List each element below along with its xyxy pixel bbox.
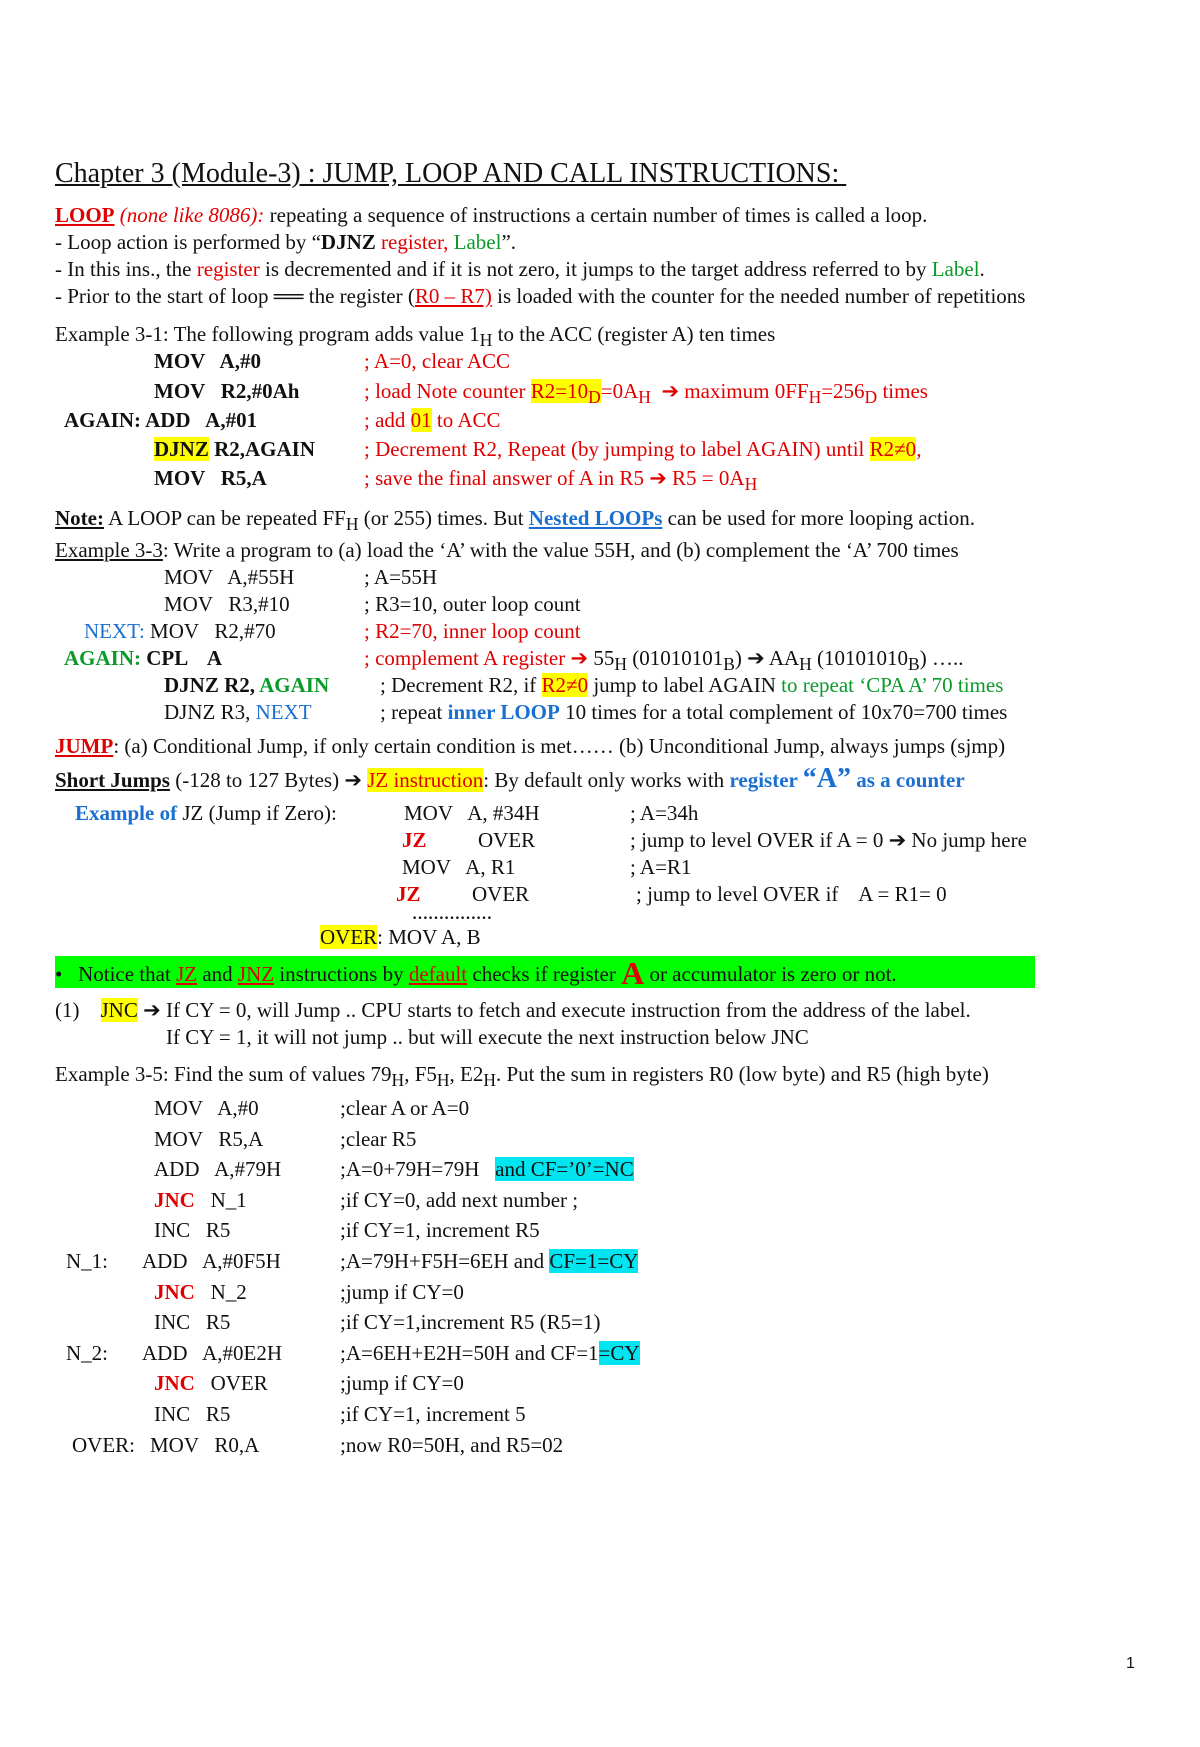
text: times: [877, 379, 928, 403]
code-comment: [364, 407, 501, 433]
code-comment: ; R2=70, inner loop count: [364, 619, 581, 643]
example-3-5-heading: [55, 1061, 989, 1093]
loop-line-2: [55, 229, 516, 255]
code-comment: [340, 1340, 640, 1366]
code-comment: [340, 1187, 578, 1213]
jz-keyword: JZ: [396, 882, 421, 906]
subscript: B: [908, 654, 920, 675]
text: - Loop action is performed by “: [55, 230, 321, 254]
code-comment: ; A=34h: [630, 801, 699, 825]
note-label: Note:: [55, 506, 104, 530]
text: (or 255) times. But: [358, 506, 529, 530]
text: ;clear A or A=0: [340, 1096, 470, 1120]
text: Example 3-5: Find the sum of values 79: [55, 1062, 392, 1086]
code-op: [154, 1279, 247, 1305]
text: ;A=0+79H=79H: [340, 1157, 496, 1181]
text: (-128 to 127 Bytes) ➔: [169, 768, 368, 792]
register-range: R0 – R7): [414, 284, 492, 308]
instruction: INC R5: [154, 1402, 231, 1426]
values-run: [593, 646, 964, 675]
highlight: R2≠0: [541, 673, 589, 697]
code-op: [154, 1126, 263, 1152]
code-comment: ; jump to level OVER if A = 0 ➔ No jump here: [630, 828, 1027, 852]
code-op: AGAIN: ADD A,#01: [64, 408, 258, 432]
jnc-line-1: [55, 997, 971, 1023]
text: A LOOP can be repeated FF: [103, 506, 346, 530]
code-comment: [380, 699, 1007, 725]
code-op: [154, 1095, 259, 1121]
operand: OVER: [194, 1371, 268, 1395]
label-word: Label: [931, 257, 980, 281]
text: ;jump if CY=0: [340, 1280, 464, 1304]
code-op: MOV A, R1: [402, 855, 516, 879]
page-number: 1: [1126, 1655, 1135, 1672]
code-comment: [340, 1401, 526, 1427]
text: : MOV A, B: [377, 925, 481, 949]
short-jumps-term: Short Jumps: [55, 768, 170, 792]
text: ➔ If CY = 0, will Jump .. CPU starts to fetch and execute instruction from the address of the label.: [137, 998, 971, 1022]
text: or accumulator is zero or not.: [644, 962, 897, 986]
code-op: [164, 672, 329, 698]
instruction: MOV R5,A: [154, 1127, 264, 1151]
text: can be used for more looping action.: [662, 506, 975, 530]
default-term: default: [408, 962, 468, 986]
text: jump to label AGAIN: [588, 673, 782, 697]
text: : Write a program to (a) load the ‘A’ with the value 55H, and (b) complement the ‘A’ 700 times: [162, 538, 959, 562]
text: .: [979, 257, 985, 281]
text: ;if CY=0, add next number ;: [340, 1188, 579, 1212]
text: ;A=79H+F5H=6EH and: [340, 1249, 550, 1273]
text: R2,AGAIN: [208, 437, 316, 461]
subscript: H: [479, 330, 493, 351]
code-op: [84, 618, 276, 644]
text: =0A: [600, 379, 639, 403]
instruction: INC R5: [154, 1310, 231, 1334]
text: instructions by: [274, 962, 409, 986]
code-op: MOV A,#55H: [164, 565, 295, 589]
text: . Put the sum in registers R0 (low byte) and R5 (high byte): [495, 1062, 989, 1086]
highlight: and CF=’0’=NC: [495, 1157, 634, 1181]
code-comment: [340, 1095, 469, 1121]
over-label: OVER: [320, 925, 378, 949]
loop-term: LOOP: [55, 203, 115, 227]
text: ; complement A register ➔: [364, 646, 594, 670]
subscript: H: [483, 1070, 496, 1091]
text: ; load Note counter: [364, 379, 531, 403]
notice-bar: [55, 955, 1035, 991]
subscript: H: [436, 1070, 450, 1091]
quoted-a: “A”: [802, 763, 851, 794]
code-op: MOV R5,A: [154, 466, 267, 490]
example-label: Example 3-3: [55, 538, 163, 562]
instruction: ADD A,#79H: [154, 1157, 282, 1181]
text: ;if CY=1, increment 5: [340, 1402, 526, 1426]
text: register: [729, 768, 803, 792]
code-comment: [364, 436, 921, 462]
text: to the ACC (register A) ten times: [492, 322, 776, 346]
jnc-keyword: JNC: [154, 1280, 195, 1304]
text: ) ➔ AA: [734, 646, 800, 670]
code-comment: [340, 1309, 600, 1335]
text: =256: [821, 379, 865, 403]
subscript: H: [808, 387, 822, 408]
again-label: AGAIN: [259, 673, 330, 697]
text: ,: [916, 437, 922, 461]
instruction: MOV A,#0: [154, 1096, 259, 1120]
instruction: ADD A,#0E2H: [142, 1341, 282, 1365]
code-op: MOV R2,#0Ah: [154, 379, 300, 403]
text: (10101010: [811, 646, 909, 670]
code-op: [154, 1217, 230, 1243]
code-op: [154, 436, 315, 462]
text: R2=10: [530, 379, 589, 403]
subscript: H: [614, 654, 627, 675]
code-comment: [364, 465, 757, 497]
next-label: NEXT: [255, 700, 312, 724]
text: 10 times for a total complement of 10x70=700 times: [559, 700, 1008, 724]
code-comment: ; jump to level OVER if A = R1= 0: [636, 882, 947, 906]
text: is loaded with the counter for the needed number of repetitions: [491, 284, 1026, 308]
text: (1): [55, 998, 80, 1022]
text: ;jump if CY=0: [340, 1371, 464, 1395]
text: ; Decrement R2, Repeat (by jumping to label AGAIN) until: [364, 437, 870, 461]
short-jumps-line: [55, 763, 965, 794]
register-word: register,: [375, 230, 449, 254]
text: to ACC: [431, 408, 501, 432]
text: ; add: [364, 408, 411, 432]
text: Example 3-1: The following program adds value 1: [55, 322, 480, 346]
code-op: [154, 1401, 230, 1427]
code-comment: [340, 1217, 540, 1243]
text: DJNZ R3,: [164, 700, 256, 724]
text: ; save the final answer of A in R5 ➔ R5 = 0A: [364, 466, 745, 490]
jz-term: JZ: [176, 962, 198, 986]
text: to repeat ‘CPA A’ 70 times: [781, 673, 1004, 697]
text: ;now R0=50H, and R5=02: [340, 1433, 564, 1457]
loop-line-3: [55, 256, 985, 282]
loop-desc: repeating a sequence of instructions a certain number of times is called a loop.: [264, 203, 928, 227]
subscript: H: [744, 474, 758, 495]
subscript: H: [638, 387, 651, 408]
example-3-3-heading: [55, 537, 959, 563]
text: ; repeat: [380, 700, 448, 724]
over-line: [320, 924, 481, 950]
text: as a counter: [850, 768, 965, 792]
code-op: MOV A, #34H: [404, 801, 540, 825]
instruction: ADD A,#0F5H: [142, 1249, 281, 1273]
text: checks if register: [467, 962, 622, 986]
jz-keyword: JZ: [402, 828, 427, 852]
code-label: N_1:: [66, 1249, 108, 1273]
text: : (a) Conditional Jump, if only certain condition is met…… (b) Unconditional Jump, always jumps (sjmp): [113, 734, 1006, 758]
label-word: Label: [448, 230, 502, 254]
jnc-keyword: JNC: [100, 998, 138, 1022]
code-op: MOV R3,#10: [164, 592, 290, 616]
operand: N_1: [194, 1188, 247, 1212]
text: ;clear R5: [340, 1127, 417, 1151]
text: : By default only works with: [483, 768, 730, 792]
code-comment: [340, 1248, 638, 1274]
code-op: [64, 645, 222, 671]
text: (01010101: [626, 646, 724, 670]
jz-instruction: JZ instruction: [367, 768, 484, 792]
code-op: [154, 1309, 230, 1335]
ellipsis-dots: ……………: [412, 906, 492, 923]
text: • Notice that: [55, 962, 177, 986]
code-op: [164, 699, 312, 725]
code-operand: OVER: [472, 882, 530, 906]
code-op: MOV A,#0: [154, 349, 261, 373]
nested-loops: Nested LOOPs: [528, 506, 663, 530]
code-comment: ; A=0, clear ACC: [364, 349, 510, 373]
note-line: [55, 505, 975, 537]
subscript: H: [391, 1070, 405, 1091]
text: the register (: [303, 284, 415, 308]
text: ;A=6EH+E2H=50H and CF=1: [340, 1341, 599, 1365]
register-word: register: [196, 257, 260, 281]
text: , E2: [449, 1062, 484, 1086]
code-comment: [340, 1156, 634, 1182]
double-line-symbol: ══: [273, 284, 304, 308]
instruction: INC R5: [154, 1218, 231, 1242]
text: ;if CY=1, increment R5: [340, 1218, 540, 1242]
text: ;if CY=1,increment R5 (R5=1): [340, 1310, 601, 1334]
code-comment: [364, 378, 928, 410]
djnz-keyword: DJNZ: [154, 437, 209, 461]
highlight: CF=1=CY: [549, 1249, 639, 1273]
loop-aside: (none like 8086):: [114, 203, 265, 227]
text: - In this ins., the: [55, 257, 197, 281]
text: ➔ maximum 0FF: [650, 379, 809, 403]
code-comment: ; R3=10, outer loop count: [364, 592, 581, 616]
jnc-line-2: If CY = 1, it will not jump .. but will execute the next instruction below JNC: [166, 1025, 809, 1049]
code-comment: ; A=R1: [630, 855, 692, 879]
text: 55: [593, 646, 615, 670]
subscript: D: [864, 387, 878, 408]
jump-line: [55, 733, 1005, 759]
text: JZ (Jump if Zero):: [182, 801, 337, 825]
code-label: N_2:: [66, 1341, 108, 1365]
jz-example-heading: [75, 800, 337, 826]
big-a: A: [621, 955, 645, 991]
code-comment: [340, 1370, 464, 1396]
highlight: 01: [410, 408, 432, 432]
text: ) …..: [919, 646, 964, 670]
code-comment: [340, 1432, 563, 1458]
jnc-keyword: JNC: [154, 1371, 195, 1395]
highlight: =CY: [598, 1341, 640, 1365]
code-op: [142, 1248, 281, 1274]
subscript: D: [588, 387, 601, 408]
page-title: Chapter 3 (Module-3) : JUMP, LOOP AND CALL INSTRUCTIONS:: [55, 158, 847, 189]
code-label: OVER:: [72, 1433, 135, 1457]
text: DJNZ R2,: [164, 673, 260, 697]
code-op: [154, 1156, 281, 1182]
jnc-keyword: JNC: [154, 1188, 195, 1212]
highlight: R2≠0: [869, 437, 917, 461]
inner-loop: inner LOOP: [447, 700, 560, 724]
djnz-keyword: DJNZ: [320, 230, 376, 254]
code-operand: OVER: [478, 828, 536, 852]
text: is decremented and if it is not zero, it jumps to the target address referred to by: [259, 257, 932, 281]
text: , F5: [404, 1062, 437, 1086]
code-op: [142, 1340, 282, 1366]
next-label: NEXT:: [84, 619, 145, 643]
text: and: [197, 962, 238, 986]
loop-line-4: [55, 283, 1025, 309]
text: MOV R2,#70: [144, 619, 276, 643]
subscript: H: [799, 654, 812, 675]
subscript: B: [723, 654, 735, 675]
code-comment: [380, 672, 1003, 698]
code-op: [154, 1187, 247, 1213]
code-comment: [340, 1126, 416, 1152]
again-label: AGAIN:: [64, 646, 141, 670]
code-op: [154, 1370, 268, 1396]
jump-term: JUMP: [55, 734, 114, 758]
text: ; Decrement R2, if: [380, 673, 542, 697]
loop-definition: [55, 202, 927, 228]
code-comment: [340, 1279, 464, 1305]
jnz-term: JNZ: [237, 962, 275, 986]
highlight: [530, 379, 601, 408]
instruction: MOV R0,A: [150, 1433, 260, 1457]
text: ”.: [501, 230, 517, 254]
code-op: [150, 1432, 259, 1458]
code-comment: ; A=55H: [364, 565, 438, 589]
subscript: H: [345, 514, 359, 535]
text: Example of: [75, 801, 183, 825]
text: CPL A: [141, 646, 223, 670]
operand: N_2: [194, 1280, 247, 1304]
text: - Prior to the start of loop: [55, 284, 274, 308]
